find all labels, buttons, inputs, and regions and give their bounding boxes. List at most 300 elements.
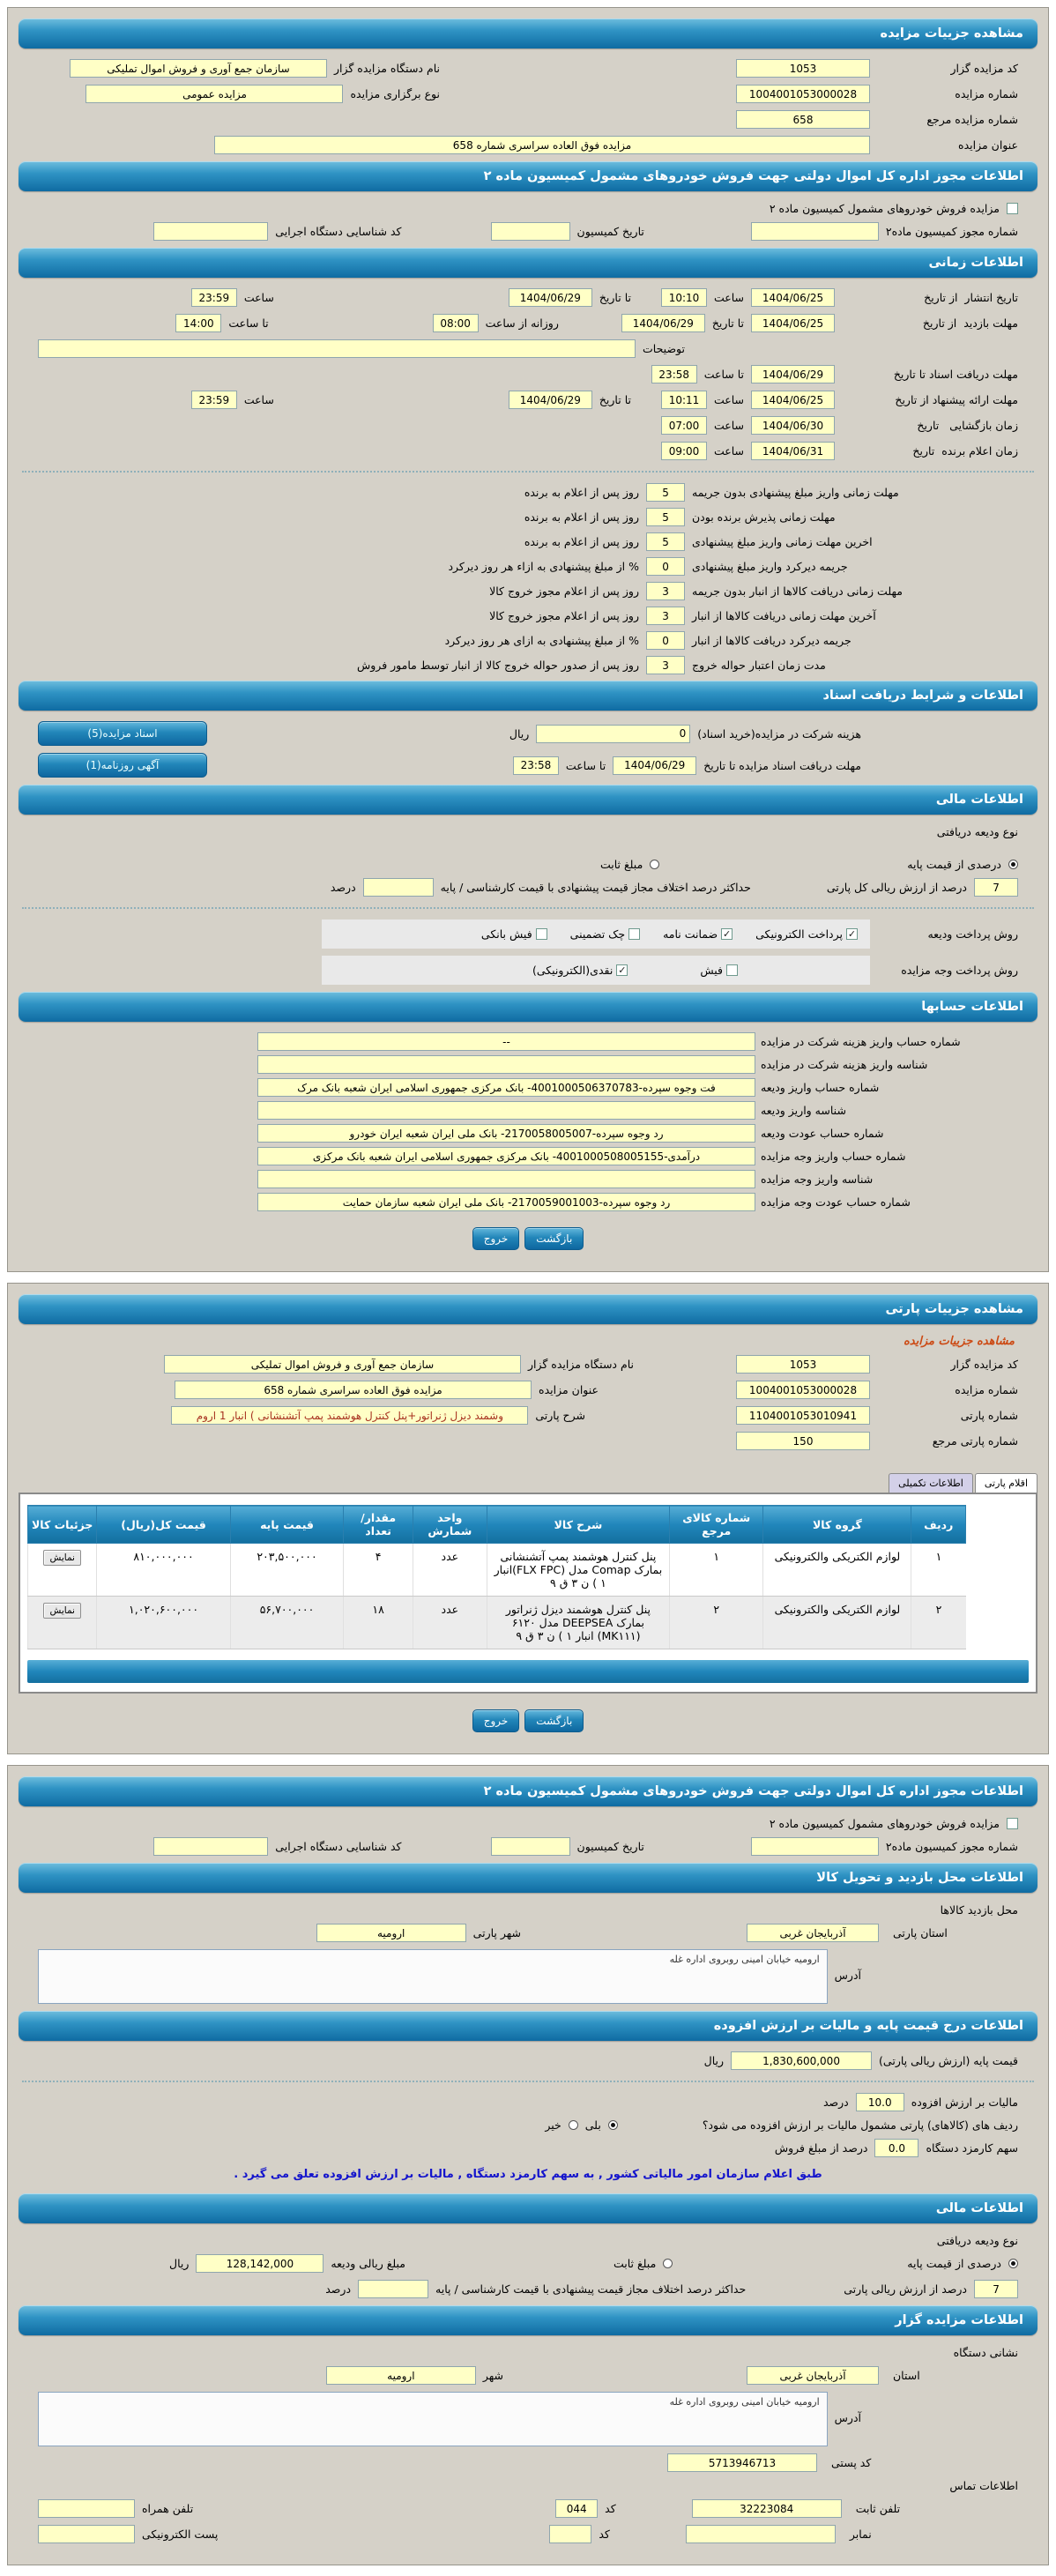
- account-row: [38, 1170, 1018, 1188]
- deposit-type-row-2: [38, 2234, 1018, 2247]
- party-province-field[interactable]: آذربایجان غربی: [747, 1924, 879, 1942]
- method-item: [755, 927, 858, 941]
- auction-ref-field[interactable]: 658: [736, 110, 870, 129]
- permit-checkbox[interactable]: [1007, 1818, 1018, 1829]
- deposit-type-label: نوع ودیعه دریافتی: [936, 825, 1018, 838]
- party-city-field[interactable]: ارومیه: [316, 1924, 466, 1942]
- offer-from-date[interactable]: 1404/06/25: [751, 391, 835, 409]
- account-field[interactable]: [257, 1101, 755, 1120]
- deposit-radio-row-2: [38, 2254, 1018, 2273]
- vat-yes-radio[interactable]: [608, 2120, 618, 2130]
- method-label: ضمانت نامه: [663, 927, 718, 941]
- table-footer-bar: [27, 1660, 1029, 1683]
- section-title: مشاهده جزییات پارتی: [885, 1302, 1023, 1316]
- city-field[interactable]: ارومیه: [326, 2366, 476, 2385]
- postal-code-row: [38, 2453, 1018, 2472]
- newspaper-ad-button[interactable]: آگهی روزنامه(1): [38, 753, 207, 778]
- penalty-label: مدت زمان اعتبار حواله خروج: [692, 659, 826, 672]
- party-bidder-code-field[interactable]: 1053: [736, 1355, 870, 1374]
- agency-fee-field[interactable]: 0.0: [874, 2139, 918, 2157]
- cell-row-number: ۱: [911, 1544, 966, 1597]
- publish-to-date[interactable]: 1404/06/29: [509, 288, 592, 307]
- penalty-suffix: روز پس از اعلام به برنده: [524, 535, 639, 548]
- account-label: شناسه واریز وجه مزایده: [761, 1173, 874, 1186]
- docs-deadline-label: مهلت دریافت اسناد تا تاریخ: [893, 368, 1018, 381]
- penalty-field[interactable]: 3: [646, 607, 685, 625]
- winner-time[interactable]: 09:00: [661, 442, 707, 460]
- table-header-row: [28, 1506, 966, 1544]
- auction-details-link[interactable]: مشاهده جزییات مزایده: [903, 1335, 1015, 1348]
- visit-from-date[interactable]: 1404/06/25: [751, 314, 835, 332]
- docs-deadline-time[interactable]: 23:58: [651, 365, 697, 383]
- cash-electronic-checkbox[interactable]: [616, 964, 628, 976]
- winner-date[interactable]: 1404/06/31: [751, 442, 835, 460]
- publish-label: تاریخ انتشار از تاریخ: [924, 291, 1018, 304]
- cell-total-price: ۱,۰۲۰,۶۰۰,۰۰۰: [97, 1597, 230, 1649]
- party-items-table: [27, 1505, 966, 1649]
- deposit-type-label: نوع ودیعه دریافتی: [936, 2234, 1018, 2247]
- auction-payment-strip: [322, 956, 870, 985]
- account-label: شماره حساب واریز وجه مزایده: [761, 1150, 906, 1163]
- visit-place-label: محل بازدید کالاها: [940, 1903, 1018, 1917]
- slip-checkbox[interactable]: [726, 964, 738, 976]
- percent-unit-label: درصد: [325, 2282, 352, 2296]
- cell-total-price: ۸۱۰,۰۰۰,۰۰۰: [97, 1544, 230, 1597]
- section-title: مشاهده جزییات مزایده: [880, 26, 1023, 41]
- exit-button[interactable]: خروج: [472, 1709, 520, 1732]
- auction-title-field[interactable]: مزایده فوق العاده سراسری شماره 658: [214, 136, 870, 154]
- party-province-label: استان پارتی: [893, 1926, 948, 1939]
- tab-party-items[interactable]: اقلام پارتی: [975, 1473, 1037, 1493]
- col-description: شرح کالا: [487, 1506, 669, 1544]
- penalty-row: [38, 607, 993, 625]
- party-desc-field[interactable]: وشمند دیزل ژنراتور+پنل کنترل هوشمند پمپ آتشنشانی ) انبار 1 اروم: [171, 1406, 528, 1425]
- col-quantity: مقدار/ تعداد: [344, 1506, 413, 1544]
- account-field[interactable]: فت وجوه سپرده-4001000506370783- بانک مرکزی جمهوری اسلامی ایران شعبه بانک مرک: [257, 1078, 755, 1097]
- agency-address-field[interactable]: ارومیه خیابان امینی روبروی اداره غله: [38, 2392, 828, 2446]
- penalty-field[interactable]: 5: [646, 508, 685, 526]
- section-header-permit2: [19, 1776, 1037, 1806]
- city-label: شهر: [482, 2369, 503, 2382]
- account-row: [38, 1101, 1018, 1120]
- maxd iff-label: حداکثر درصد اختلاف مجاز قیمت پیشنهادی با قیمت کارشناسی / پایه: [435, 2282, 747, 2296]
- deposit-percent-field[interactable]: 7: [974, 878, 1018, 897]
- col-row-number: ردیف: [911, 1506, 966, 1544]
- auction-ref-label: شماره مزایده مرجع: [926, 113, 1018, 126]
- percent-label: درصد: [822, 2096, 849, 2109]
- permit-no-field[interactable]: [751, 1837, 879, 1856]
- penalty-suffix: روز پس از اعلام مجوز خروج کالا: [489, 609, 639, 622]
- postal-code-label: کد پستی: [831, 2456, 872, 2469]
- deposit-amount-label: مبلغ ریالی ودیعه: [331, 2257, 405, 2270]
- maxdiff-label: حداکثر درصد اختلاف مجاز قیمت پیشنهادی با قیمت کارشناسی / پایه: [440, 881, 751, 894]
- penalty-label: آخرین مهلت زمانی دریافت کالاها از انبار: [692, 609, 876, 622]
- account-field[interactable]: [257, 1055, 755, 1074]
- auction-payment-label: روش پرداخت وجه مزایده: [901, 964, 1018, 977]
- permit-checkbox[interactable]: [1007, 203, 1018, 214]
- agency-label: نام دستگاه مزایده گزار: [333, 62, 440, 75]
- vat-no-radio[interactable]: [569, 2120, 578, 2130]
- back-button[interactable]: بازگشت: [524, 1227, 584, 1250]
- rial-label: ریال: [509, 726, 530, 741]
- account-row: [38, 1032, 1018, 1051]
- bidder-address-row: [38, 2392, 1018, 2446]
- mobile-field[interactable]: [38, 2499, 135, 2518]
- permit2-checkbox-row: [38, 1817, 1018, 1830]
- table-row: [28, 1544, 966, 1597]
- visit-to-date[interactable]: 1404/06/29: [621, 314, 705, 332]
- docs-deadline-date-field[interactable]: 1404/06/29: [613, 756, 696, 775]
- party-bidder-code-label: کد مزایده گزار: [950, 1358, 1018, 1371]
- maxdiff-field[interactable]: [358, 2280, 428, 2298]
- table-row: [28, 1597, 966, 1649]
- time-opening-row: [38, 416, 1018, 435]
- hour-label: ساعت: [243, 291, 274, 304]
- penalty-label: مهلت زمانی پذیرش برنده بودن: [692, 510, 836, 524]
- fixed-amount-label: مبلغ ثابت: [600, 858, 643, 871]
- email-field[interactable]: [38, 2525, 135, 2543]
- cell-unit: عدد: [413, 1544, 487, 1597]
- deposit-percent-label: درصد از ارزش ریالی پارتی: [844, 2282, 967, 2296]
- party-row-4: [38, 1432, 1018, 1450]
- party-auction-no-field[interactable]: 1004001053000028: [736, 1381, 870, 1399]
- phone-row: [38, 2499, 1018, 2518]
- method-label: فیش: [700, 964, 723, 977]
- back-button[interactable]: بازگشت: [524, 1709, 584, 1732]
- dotted-separator: [22, 907, 1034, 909]
- auction-number-label: شماره مزایده: [955, 87, 1018, 101]
- to-date-label: تا تاریخ: [599, 393, 631, 406]
- section-header-permit: [19, 161, 1037, 191]
- agency-address-title: نشانی دستگاه: [953, 2346, 1018, 2359]
- daily-from-label: روزانه از ساعت: [485, 316, 559, 330]
- col-unit: واحد شمارش: [413, 1506, 487, 1544]
- section-title: اطلاعات مجوز اداره کل اموال دولتی جهت فروش خودروهای مشمول کمیسیون ماده ۲: [483, 1784, 1023, 1798]
- to-hour-label: تا ساعت: [228, 316, 269, 330]
- fax-code-field[interactable]: [549, 2525, 591, 2543]
- penalty-suffix: روز پس از اعلام به برنده: [524, 510, 639, 524]
- percent-of-base-label: درصدی از قیمت پایه: [907, 2257, 1001, 2270]
- dotted-separator: [22, 471, 1034, 473]
- cell-goods-group: لوازم الکتریکی والکترونیکی: [763, 1597, 911, 1649]
- province-field[interactable]: آذربایجان غربی: [747, 2366, 879, 2385]
- section-title: اطلاعات محل بازدید و تحویل کالا: [816, 1871, 1023, 1885]
- cell-row-number: ۲: [911, 1597, 966, 1649]
- fixed-amount-label: مبلغ ثابت: [614, 2257, 657, 2270]
- col-goods-group: گروه کالا: [763, 1506, 911, 1544]
- penalty-field[interactable]: 3: [646, 656, 685, 674]
- bidder-code-label: کد مزایده گزار: [950, 62, 1018, 75]
- auction-row-4: [38, 136, 1018, 154]
- section-header-time: [19, 248, 1037, 278]
- permit-no-label: شماره مجوز کمیسیون ماده۲: [885, 1840, 1018, 1853]
- section-title: اطلاعات درج قیمت پایه و مالیات بر ارزش افزوده: [713, 2019, 1023, 2033]
- electronic-payment-checkbox[interactable]: [846, 928, 858, 940]
- section-title: اطلاعات مجوز اداره کل اموال دولتی جهت فروش خودروهای مشمول کمیسیون ماده ۲: [483, 169, 1023, 183]
- penalty-row: [38, 656, 993, 674]
- rial-label: ریال: [703, 2054, 725, 2067]
- penalty-field[interactable]: 3: [646, 582, 685, 600]
- base-price-row: [38, 2051, 1018, 2070]
- publish-from-time[interactable]: 10:10: [661, 288, 707, 307]
- to-hour-label: تا ساعت: [565, 758, 606, 772]
- party-ref-field[interactable]: 150: [736, 1432, 870, 1450]
- section-header-bidder: [19, 2305, 1037, 2335]
- col-base-price: قیمت پایه: [230, 1506, 344, 1544]
- section-title: اطلاعات و شرایط دریافت اسناد: [822, 689, 1023, 703]
- visit-start-time[interactable]: 08:00: [433, 314, 479, 332]
- exit-button[interactable]: خروج: [472, 1227, 520, 1250]
- method-label: چک تضمینی: [569, 927, 626, 941]
- notes-field[interactable]: [38, 339, 636, 358]
- percent-of-base-label: درصدی از قیمت پایه: [907, 858, 1001, 871]
- penalty-suffix: % از مبلغ پیشنهادی به ازاء هر روز دیرکرد: [448, 560, 639, 573]
- section-header-financial2: [19, 2193, 1037, 2223]
- party-ref-label: شماره پارتی مرجع: [932, 1434, 1018, 1448]
- deposit-percent-field[interactable]: 7: [974, 2280, 1018, 2298]
- cell-description: پنل کنترل هوشمند دیزل ژنراتور بمارک DEEPSEA مدل ۶۱۲۰ (MK۱۱۱) انبار ۱ ) ن ۳ ق ۹: [487, 1597, 669, 1649]
- cell-base-price: ۲۰۳,۵۰۰,۰۰۰: [230, 1544, 344, 1597]
- exec-id-field[interactable]: [153, 222, 268, 241]
- offer-to-time[interactable]: 23:59: [191, 391, 237, 409]
- party-row-2: [38, 1381, 1018, 1399]
- base-price-field[interactable]: 1,830,600,000: [731, 2051, 872, 2070]
- rial-label: ریال: [169, 2257, 190, 2270]
- agency-field[interactable]: سازمان جمع آوری و فروش اموال تملیکی: [70, 59, 327, 78]
- penalty-label: اخرین مهلت زمانی واریز مبلغ پیشنهادی: [692, 535, 873, 548]
- docs-fee-label: هزینه شرکت در مزایده(خرید اسناد): [697, 726, 861, 741]
- opening-time[interactable]: 07:00: [661, 416, 707, 435]
- opening-date[interactable]: 1404/06/30: [751, 416, 835, 435]
- opening-label: زمان بازگشایی تاریخ: [917, 419, 1018, 432]
- account-label: شناسه واریز هزینه شرکت در مزایده: [761, 1058, 928, 1071]
- tax-notice-text: طبق اعلام سازمان امور مالیاتی کشور , به سهم کارمزد دستگاه , مالیات بر ارزش افزوده تعلق می گیرد .: [234, 2168, 822, 2181]
- visit-end-time[interactable]: 14:00: [175, 314, 221, 332]
- percent-of-base-radio[interactable]: [1008, 2259, 1018, 2268]
- publish-to-time[interactable]: 23:59: [191, 288, 237, 307]
- party-no-field[interactable]: 1104001053010941: [736, 1406, 870, 1425]
- deposit-method-label: روش پرداخت ودیعه: [927, 927, 1018, 941]
- auction-row-2: [38, 85, 1018, 103]
- section-title: اطلاعات مالی: [935, 793, 1023, 807]
- docs-deadline-label: مهلت دریافت اسناد مزایده تا تاریخ: [703, 758, 861, 772]
- cell-description: پنل کنترل هوشمند پمپ آتشنشانی بمارک Comap مدل (FLX FPC)انبار ۱ ) ن ۳ ق ۹: [487, 1544, 669, 1597]
- penalty-label: مهلت زمانی واریز مبلغ پیشنهادی بدون جریمه: [692, 486, 899, 499]
- notes-label: توضیحات: [643, 342, 685, 355]
- account-row: [38, 1147, 1018, 1165]
- account-field[interactable]: درآمدی-4001000508005155- بانک مرکزی جمهوری اسلامی ایران شعبه بانک مرکزی: [257, 1147, 755, 1165]
- permit-checkbox-label: مزایده فروش خودروهای مشمول کمیسیون ماده ۲: [769, 1817, 1000, 1830]
- contact-info-title: اطلاعات تماس: [949, 2479, 1018, 2492]
- agency-fee-label: سهم کارمزد دستگاه: [926, 2141, 1018, 2155]
- phone-field[interactable]: 32223084: [692, 2499, 842, 2518]
- penalty-field[interactable]: 5: [646, 483, 685, 502]
- section-header-party: [19, 1294, 1037, 1324]
- account-row: [38, 1124, 1018, 1143]
- hour-label: ساعت: [243, 393, 274, 406]
- section-header-accounts: [19, 992, 1037, 1022]
- percent-unit-label: درصد: [330, 881, 356, 894]
- maxdiff-field[interactable]: [363, 878, 434, 897]
- party-auction-no-label: شماره مزایده: [955, 1383, 1018, 1396]
- vat-no-label: خیر: [545, 2118, 561, 2132]
- permit-checkbox-row: [38, 202, 1018, 215]
- show-detail-button[interactable]: نمایش: [43, 1603, 81, 1619]
- party-no-label: شماره پارتی: [960, 1409, 1018, 1422]
- location-address-row: [38, 1949, 1018, 2004]
- address-label: آدرس: [834, 1969, 861, 1982]
- party-title-field[interactable]: مزایده فوق العاده سراسری شماره 658: [175, 1381, 532, 1399]
- area-code-field[interactable]: 044: [555, 2499, 598, 2518]
- party-details-panel: [7, 1283, 1049, 1754]
- visit-place-row: [38, 1903, 1018, 1917]
- fax-row: [38, 2525, 1018, 2543]
- docs-deadline-row: [38, 753, 1018, 778]
- offer-label: مهلت ارائه پیشنهاد از تاریخ: [895, 393, 1018, 406]
- permit-fields-row: [38, 222, 1018, 241]
- party-agency-field[interactable]: سازمان جمع آوری و فروش اموال تملیکی: [164, 1355, 521, 1374]
- auction-type-field[interactable]: مزایده عمومی: [86, 85, 343, 103]
- penalty-row: [38, 557, 993, 576]
- agency-address-title-row: [38, 2346, 1018, 2359]
- hour-label: ساعت: [713, 291, 744, 304]
- auction-number-field[interactable]: 1004001053000028: [736, 85, 870, 103]
- exec-id-field[interactable]: [153, 1837, 268, 1856]
- penalty-suffix: % از مبلغ پیشنهادی به ازای هر روز دیرکرد: [444, 634, 639, 647]
- offer-to-date[interactable]: 1404/06/29: [509, 391, 592, 409]
- account-field[interactable]: رد وجوه سپرده-2170059001003- بانک ملی ایران شعبه سازمان حمایت: [257, 1193, 755, 1211]
- time-docs-row: [38, 365, 1018, 383]
- certified-check-checkbox[interactable]: [628, 928, 640, 940]
- deposit-type-row: [38, 825, 1018, 838]
- col-total-price: قیمت کل(ریال): [97, 1506, 230, 1544]
- commission-date-label: تاریخ کمیسیون: [576, 225, 644, 238]
- account-label: شناسه واریز ودیعه: [761, 1104, 846, 1117]
- commission-date-field[interactable]: [491, 222, 570, 241]
- party-address-field[interactable]: ارومیه خیابان امینی روبروی اداره غله: [38, 1949, 828, 2004]
- commission-date-field[interactable]: [491, 1837, 570, 1856]
- show-detail-button[interactable]: نمایش: [43, 1550, 81, 1566]
- bank-slip-checkbox[interactable]: [536, 928, 547, 940]
- auction-row-3: [38, 110, 1018, 129]
- contact-title-row: [38, 2479, 1018, 2492]
- docs-deadline-date[interactable]: 1404/06/29: [751, 365, 835, 383]
- section-header-financial: [19, 785, 1037, 815]
- postal-code-field[interactable]: 5713946713: [667, 2453, 817, 2472]
- cell-quantity: ۴: [344, 1544, 413, 1597]
- visit-label: مهلت بازدید از تاریخ: [922, 316, 1018, 330]
- fixed-amount-radio[interactable]: [650, 860, 659, 869]
- penalty-row: [38, 582, 993, 600]
- area-code-label: کد: [605, 2502, 616, 2515]
- cell-base-price: ۵۶,۷۰۰,۰۰۰: [230, 1597, 344, 1649]
- party-items-container: [19, 1493, 1037, 1694]
- account-label: شماره حساب واریز هزینه شرکت در مزایده: [761, 1035, 961, 1048]
- time-visit-row: [38, 314, 1018, 332]
- vat-row: [38, 2093, 1018, 2111]
- party-city-label: شهر پارتی: [472, 1926, 521, 1939]
- percent-of-base-radio[interactable]: [1008, 860, 1018, 869]
- party-row-1: [38, 1355, 1018, 1374]
- auction-docs-button[interactable]: اسناد مزایده(5): [38, 721, 207, 746]
- party-desc-label: شرح پارتی: [535, 1409, 585, 1422]
- agency-fee-suffix: درصد از مبلغ فروش: [774, 2141, 868, 2155]
- offer-from-time[interactable]: 10:11: [661, 391, 707, 409]
- page: [7, 7, 1049, 2565]
- deposit-amount-field[interactable]: 128,142,000: [196, 2254, 323, 2273]
- section-header-location: [19, 1863, 1037, 1893]
- deposit-percent-label: درصد از ارزش ریالی کل پارتی: [826, 881, 967, 894]
- vat-field[interactable]: 10.0: [856, 2093, 904, 2111]
- button-row: [15, 1709, 1041, 1732]
- method-label: فیش بانکی: [480, 927, 532, 941]
- party-tabs: [19, 1473, 1037, 1493]
- penalty-row: [38, 483, 993, 502]
- section-title: اطلاعات حسابها: [921, 1000, 1023, 1014]
- bidder-province-row: [38, 2366, 1018, 2385]
- account-field[interactable]: رد وجوه سپرده-2170058005007- بانک ملی ایران شعبه ایران خودرو: [257, 1124, 755, 1143]
- account-field[interactable]: --: [257, 1032, 755, 1051]
- penalty-label: جریمه دیرکرد واریز مبلغ پیشنهادی: [692, 560, 848, 573]
- docs-fee-field[interactable]: 0: [536, 725, 690, 743]
- docs-deadline-time-field[interactable]: 23:58: [513, 756, 559, 775]
- section-header-auction: [19, 19, 1037, 48]
- fax-label: نمابر: [849, 2528, 872, 2541]
- fixed-amount-radio[interactable]: [663, 2259, 673, 2268]
- permit-no-field[interactable]: [751, 222, 879, 241]
- method-item: [700, 964, 738, 977]
- permit-checkbox-label: مزایده فروش خودروهای مشمول کمیسیون ماده ۲: [769, 202, 1000, 215]
- penalty-suffix: روز پس از صدور حواله خروج کالا از انبار توسط مامور فروش: [357, 659, 639, 672]
- account-field[interactable]: [257, 1170, 755, 1188]
- hour-label: ساعت: [713, 393, 744, 406]
- agency-fee-row: [38, 2139, 1018, 2157]
- account-label: شماره حساب واریز ودیعه: [761, 1081, 880, 1094]
- hour-label: ساعت: [713, 444, 744, 458]
- party-extra-panel: [7, 1765, 1049, 2565]
- winner-label: زمان اعلام برنده تاریخ: [912, 444, 1018, 458]
- to-date-label: تا تاریخ: [599, 291, 631, 304]
- button-row: [15, 1227, 1041, 1250]
- vat-yes-label: بلی: [584, 2118, 601, 2132]
- fax-field[interactable]: [686, 2525, 836, 2543]
- account-row: [38, 1078, 1018, 1097]
- deposit-percent-row: [38, 878, 1018, 897]
- method-item: [481, 927, 547, 941]
- penalty-row: [38, 631, 993, 650]
- time-winner-row: [38, 442, 1018, 460]
- penalty-field[interactable]: 0: [646, 557, 685, 576]
- publish-from-date[interactable]: 1404/06/25: [751, 288, 835, 307]
- section-title: اطلاعات زمانی: [928, 256, 1023, 270]
- penalty-field[interactable]: 0: [646, 631, 685, 650]
- col-ref-number: شماره کالای مرجع: [670, 1506, 763, 1544]
- bidder-code-field[interactable]: 1053: [736, 59, 870, 78]
- auction-title-label: عنوان مزایده: [958, 138, 1018, 152]
- penalty-field[interactable]: 5: [646, 532, 685, 551]
- permit-no-label: شماره مجوز کمیسیون ماده۲: [885, 225, 1018, 238]
- exec-id-label: کد شناسایی دستگاه اجرایی: [275, 225, 402, 238]
- auction-payment-row: [38, 956, 1018, 985]
- deposit-percent-row-2: [38, 2280, 1018, 2298]
- base-price-label: قیمت پایه (ارزش ریالی پارتی): [879, 2054, 1018, 2067]
- penalty-label: مهلت زمانی دریافت کالاها از انبار بدون جریمه: [692, 584, 903, 598]
- vat-question-row: [38, 2118, 1018, 2132]
- mobile-label: تلفن همراه: [142, 2502, 194, 2515]
- email-label: پست الکترونیکی: [142, 2528, 219, 2541]
- guarantee-checkbox[interactable]: [721, 928, 733, 940]
- tab-extra-info[interactable]: اطلاعات تکمیلی: [889, 1473, 973, 1493]
